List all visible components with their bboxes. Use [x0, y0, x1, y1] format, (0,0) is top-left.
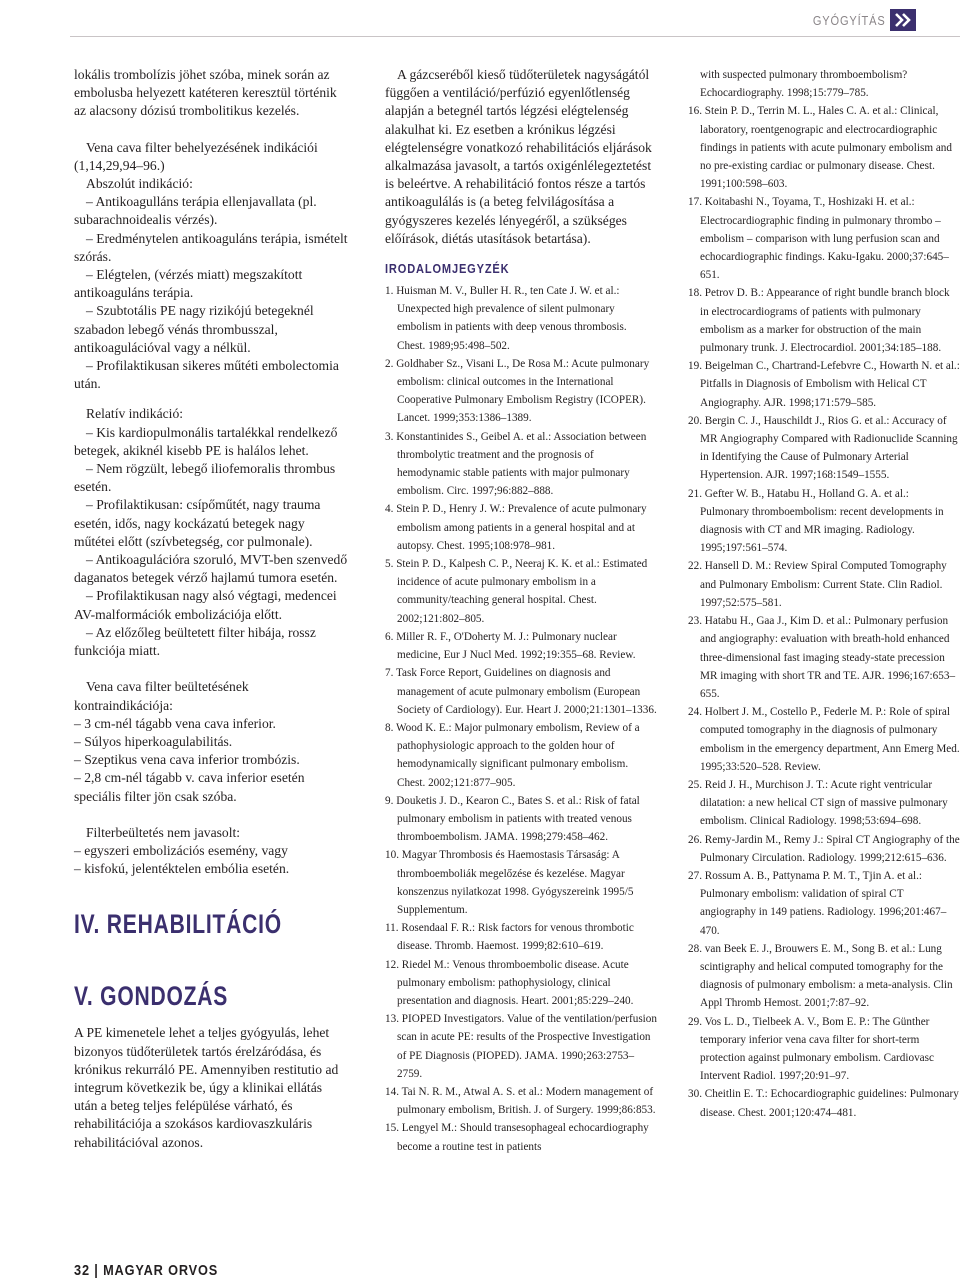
reference-item: 21. Gefter W. B., Hatabu H., Holland G. A. et al.: Pulmonary thromboembolism: recent developments in diagnosis with CT and MR imaging. Radiology. 1995;197:561–574.: [688, 487, 944, 555]
reference-item: 12. Riedel M.: Venous thromboembolic disease. Acute pulmonary embolism: pathophysiology, clinical presentation and diagnosis. Heart. 2001;85:229–240.: [385, 958, 634, 1007]
list-item: – Antikoagulációra szoruló, MVT-ben szenvedő daganatos betegek vérző hajlamú tumora esetén.: [74, 552, 348, 586]
reference-item: 5. Stein P. D., Kalpesh C. P., Neeraj K. K. et al.: Estimated incidence of acute pulmonary embolism in a community/teaching general hospital. Chest. 2002;121:802–805.: [385, 558, 648, 625]
reference-item: 27. Rossum A. B., Pattynama P. M. T., Tjin A. et al.: Pulmonary embolism: validation of spiral CT angiography in 149 patiens. Radiology. 1996;201:467–470.: [688, 869, 947, 937]
heading-rehabilitation: IV. REHABILITÁCIÓ: [74, 909, 282, 940]
page-footer: 32 | MAGYAR ORVOS: [74, 1262, 219, 1279]
not-recommended-title: Filterbeültetés nem javasolt:: [86, 824, 241, 840]
column-left: [74, 66, 348, 1152]
column-middle: [385, 66, 657, 1156]
reference-item: 10. Magyar Thrombosis és Haemostasis Társaság: A thromboemboliák megelőzése és kezelése. Magyar konszenzus nyilatkozat 1998. Gyógyszereink 1995/5 Supplementum.: [385, 849, 634, 916]
reference-item: 16. Stein P. D., Terrin M. L., Hales C. A. et al.: Clinical, laboratory, roentgenograpic and electrocardiographic findings in patients with acute pulmonary embolism and no pre-existing cardiac or pulmonary disease. Chest. 1991;100:598–603.: [688, 105, 952, 191]
list-item: – Antikoagulláns terápia ellenjavallata (pl. subarachnoidealis vérzés).: [74, 194, 317, 228]
reference-item: 3. Konstantinides S., Geibel A. et al.: Association between thrombolytic treatment and the prognosis of hemodynamic stable patients with major pulmonary embolism. Circ. 1997;96:882–888.: [385, 430, 647, 498]
reference-item: 2. Goldhaber Sz., Visani L., De Rosa M.: Acute pulmonary embolism: clinical outcomes in the International Cooperative Pulmonary Embolism Registry (ICOPER). Lancet. 1999;353:1386–1389.: [385, 357, 650, 425]
list-item: – 2,8 cm-nél tágabb v. cava inferior esetén speciális filter jön csak szóba.: [74, 770, 305, 804]
page-header: [0, 0, 960, 40]
paragraph-rehabilitation: A gázcseréből kieső tüdőterületek nagyságától függően a ventiláció/perfúzió egyenlőtlenség alapján a betegnél tartós légzési elégtelenség alakulhat ki. Ez esetben a krónikus légzési elégtelenségre vonatkozó rehabilitációs eljárások alkalmazása javasolt, a tartós oxigénlélegeztetést is beleértve. A rehabilitáció fontos része a tartós antikoagulálás is (a beteg felvilágosítása a gyógyszeres kezelés lényegéről, a szükséges előírások, diétás utasítások betartása).: [385, 67, 652, 246]
reference-item: 18. Petrov D. B.: Appearance of right bundle branch block in electrocardiograms of patients with pulmonary embolism as a marker for obstruction of the main pulmonary trunk. J. Electrocardiol. 2001;34:185–188.: [688, 287, 950, 355]
reference-item: 4. Stein P. D., Henry J. W.: Prevalence of acute pulmonary embolism among patients in a general hospital and at autopsy. Chest. 1995;108:978–981.: [385, 503, 647, 552]
reference-item: with suspected pulmonary thromboembolism? Echocardiography. 1998;15:779–785.: [700, 69, 908, 100]
reference-item: 17. Koitabashi N., Toyama, T., Hoshizaki H. et al.: Electrocardiographic finding in pulmonary thrombo – embolism – comparison with lung perfusion scan and echocardiographic findings. Kaku-Igaku. 2000;37:645–651.: [688, 196, 949, 282]
relative-indication-title: Relatív indikáció:: [86, 406, 184, 422]
list-item: – 3 cm-nél tágabb vena cava inferior.: [74, 715, 276, 731]
references-title: IRODALOMJEGYZÉK: [385, 261, 510, 277]
reference-item: 9. Douketis J. D., Kearon C., Bates S. et al.: Risk of fatal pulmonary embolism in patients with treated venous thromboembolism. JAMA. 1998;279:458–462.: [385, 794, 640, 844]
list-item: – Profilaktikusan: csípőműtét, nagy trauma esetén, idős, nagy kockázatú betegek nagy műtétei előtt (szívbetegség, cor pulmonale).: [74, 497, 321, 549]
reference-item: 15. Lengyel M.: Should transesophageal echocardiography become a routine test in patients: [385, 1122, 649, 1153]
reference-item: 6. Miller R. F., O'Doherty M. J.: Pulmonary nuclear medicine, Eur J Nucl Med. 1992;19:355–68. Review.: [385, 630, 636, 662]
contraindication-title: Vena cava filter beültetésének kontraindikációja:: [74, 679, 249, 713]
list-item: – Szubtotális PE nagy rizikójú betegeknél szabadon lebegő vénás thrombusszal, antikoagulációval vagy a nélkül.: [74, 303, 314, 355]
reference-item: 26. Remy-Jardin M., Remy J.: Spiral CT Angiography of the Pulmonary Circulation. Radiology. 1999;212:615–636.: [688, 833, 960, 864]
list-item: – Profilaktikusan nagy alsó végtagi, medencei AV-malformációk embolizációja előtt.: [74, 588, 337, 622]
paragraph-care: A PE kimenetele lehet a teljes gyógyulás, lehet bizonyos tüdőterületek tartós érelzáródása, és krónikus rekurráló PE. Amennyiben restitutio ad integrum következik be, úgy a klinikai ellátás után a beteg teljes felépülése várható, és rehabilitációja a szokásos kardiovaszkuláris rehabilitációval azonos.: [74, 1025, 339, 1150]
list-item: – Profilaktikusan sikeres műtéti embolectomia után.: [74, 358, 339, 392]
list-item: – Kis kardiopulmonális tartalékkal rendelkező betegek, akiknél kisebb PE is halálos lehet.: [74, 424, 338, 458]
double-chevron-right-icon: [890, 9, 916, 31]
reference-item: 25. Reid J. H., Murchison J. T.: Acute right ventricular dilatation: a new helical CT sign of massive pulmonary embolism. Clinical Radiology. 1998;53:694–698.: [688, 778, 948, 828]
reference-item: 24. Holbert J. M., Costello P., Federle M. P.: Role of spiral computed tomography in the diagnosis of pulmonary embolism in the emergency department, Ann Emerg Med. 1995;33:520–528. Review.: [688, 706, 960, 773]
list-item: – Eredménytelen antikoaguláns terápia, ismételt szórás.: [74, 230, 348, 264]
reference-item: 30. Cheitlin E. T.: Echocardiographic guidelines: Pulmonary disease. Chest. 2001;120:474–481.: [688, 1088, 959, 1119]
reference-list: [385, 282, 657, 1156]
absolute-indication-title: Abszolút indikáció:: [86, 176, 193, 192]
vena-cava-indication-title: Vena cava filter behelyezésének indikációi (1,14,29,94–96.): [74, 139, 318, 173]
reference-item: 19. Beigelman C., Chartrand-Lefebvre C., Howarth N. et al.: Pitfalls in Diagnosis of Embolism with Helical CT Angiography. AJR. 1998;171:579–585.: [688, 360, 960, 409]
absolute-indication-list: [74, 193, 348, 393]
reference-item: 29. Vos L. D., Tielbeek A. V., Bom E. P.: The Günther temporary inferior vena cava filter for short-term protection against pulmonary embolism. Cardiovasc Intervent Radiol. 1997;20:91–97.: [688, 1015, 934, 1083]
list-item: – Súlyos hiperkoagulabilitás.: [74, 733, 233, 749]
column-right: [688, 66, 960, 1122]
reference-item: 7. Task Force Report, Guidelines on diagnosis and management of acute pulmonary embolism (European Society of Cardiology). Eur. Heart J. 2000;21:1301–1336.: [385, 667, 657, 716]
reference-item: 1. Huisman M. V., Buller H. R., ten Cate J. W. et al.: Unexpected high prevalence of silent pulmonary embolism in patients with deep venous thrombosis. Chest. 1989;95:498–502.: [385, 285, 627, 352]
not-recommended-list: [74, 842, 348, 878]
reference-item: 11. Rosendaal F. R.: Risk factors for venous thrombotic disease. Thromb. Haemost. 1999;82:610–619.: [385, 922, 634, 953]
list-item: – kisfokú, jelentéktelen embólia esetén.: [74, 861, 290, 877]
section-tag: [800, 8, 916, 32]
list-item: – Nem rögzült, lebegő iliofemoralis thrombus esetén.: [74, 461, 336, 495]
heading-care: V. GONDOZÁS: [74, 981, 229, 1012]
reference-item: 22. Hansell D. M.: Review Spiral Computed Tomography and Pulmonary Embolism: Current State. Clin Radiol. 1997;52:575–581.: [688, 560, 947, 609]
list-item: – Az előzőleg beültetett filter hibája, rossz funkciója miatt.: [74, 624, 316, 659]
reference-item: 28. van Beek E. J., Brouwers E. M., Song B. et al.: Lung scintigraphy and helical computed tomography for the diagnosis of pulmonary embolism: a meta-analysis. Clin Appl Thromb Hemost. 2001;7:87–92.: [688, 942, 953, 1010]
section-title: GYÓGYÍTÁS: [813, 12, 886, 28]
list-item: – egyszeri embolizációs esemény, vagy: [74, 842, 288, 858]
reference-item: 23. Hatabu H., Gaa J., Kim D. et al.: Pulmonary perfusion and angiography: evaluation with breath-hold enhanced three-dimensional fast imaging steady-state precession MR imaging with short TR and TE. AJR. 1996;167:653–655.: [688, 615, 956, 700]
header-rule: [70, 36, 960, 37]
reference-item: 14. Tai N. R. M., Atwal A. S. et al.: Modern management of pulmonary embolism, British. J. of Surgery. 1999;86:853.: [385, 1085, 656, 1117]
relative-indication-list: [74, 424, 348, 661]
contraindication-list: [74, 715, 348, 806]
paragraph-thrombolysis: lokális trombolízis jöhet szóba, minek során az embolusba helyezett katéteren keresztül történik az alacsony dózisú trombolitikus kezelés.: [74, 67, 337, 119]
list-item: – Elégtelen, (vérzés miatt) megszakított antikoaguláns terápia.: [74, 267, 303, 301]
reference-item: 13. PIOPED Investigators. Value of the ventilation/perfusion scan in acute PE: results of the Prospective Investigation of PE Diagnosis (PIOPED). JAMA. 1990;263:2753–2759.: [385, 1013, 657, 1080]
reference-list-continued: [688, 66, 960, 1122]
list-item: – Szeptikus vena cava inferior trombózis.: [74, 752, 300, 768]
reference-item: 20. Bergin C. J., Hauschildt J., Rios G. et al.: Accuracy of MR Angiography Compared with Radionuclide Scanning in Identifying the Cause of Pulmonary Arterial Hypertension. AJR. 1997;168:1549–1555.: [688, 414, 958, 482]
reference-item: 8. Wood K. E.: Major pulmonary embolism, Review of a pathophysiologic approach to the golden hour of hemodynamically significant pulmonary embolism. Chest. 2002;121:877–905.: [385, 721, 640, 789]
